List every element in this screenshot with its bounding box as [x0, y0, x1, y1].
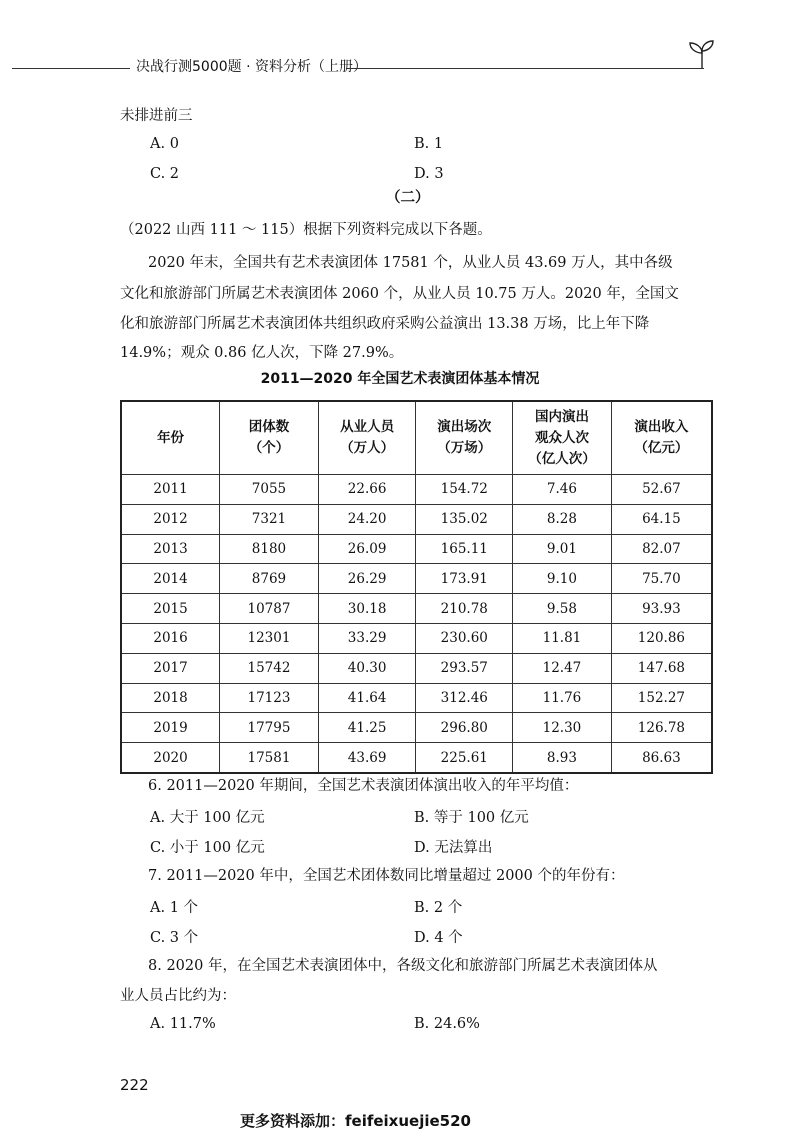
q8-option-a[interactable]: A. 11.7% — [150, 1016, 216, 1032]
q6-option-b[interactable]: B. 等于 100 亿元 — [414, 810, 529, 826]
q6-option-d[interactable]: D. 无法算出 — [414, 840, 493, 856]
table-header-cell — [121, 401, 220, 475]
prev-option-a[interactable]: A. 0 — [150, 136, 179, 152]
value-cell: 173.91 — [416, 564, 513, 594]
value-cell: 9.01 — [513, 534, 612, 564]
value-cell: 7321 — [220, 504, 319, 534]
table-header-cell — [611, 401, 712, 475]
q7-option-c[interactable]: C. 3 个 — [150, 930, 199, 946]
value-cell: 135.02 — [416, 504, 513, 534]
value-cell: 210.78 — [416, 594, 513, 624]
value-cell: 17581 — [220, 743, 319, 773]
table-row — [121, 653, 712, 683]
value-cell: 312.46 — [416, 683, 513, 713]
value-cell: 293.57 — [416, 653, 513, 683]
value-cell: 9.58 — [513, 594, 612, 624]
header-line: 年份 — [157, 429, 185, 446]
table-header-cell — [220, 401, 319, 475]
question-8-stem-line-1: 8. 2020 年，在全国艺术表演团体中，各级文化和旅游部门所属艺术表演团体从 — [148, 958, 658, 974]
table-row — [121, 713, 712, 743]
q7-option-d[interactable]: D. 4 个 — [414, 930, 463, 946]
value-cell: 17123 — [220, 683, 319, 713]
value-cell: 64.15 — [611, 504, 712, 534]
q6-option-a[interactable]: A. 大于 100 亿元 — [150, 810, 265, 826]
value-cell: 86.63 — [611, 743, 712, 773]
value-cell: 8.28 — [513, 504, 612, 534]
q6-option-c[interactable]: C. 小于 100 亿元 — [150, 840, 265, 856]
table-row — [121, 475, 712, 505]
value-cell: 22.66 — [318, 475, 416, 505]
value-cell: 11.76 — [513, 683, 612, 713]
value-cell: 152.27 — [611, 683, 712, 713]
header-line: 从业人员 — [340, 419, 395, 435]
question-7-stem: 7. 2011—2020 年中，全国艺术团体数同比增量超过 2000 个的年份有： — [148, 868, 625, 884]
table-row — [121, 623, 712, 653]
value-cell: 8180 — [220, 534, 319, 564]
value-cell: 120.86 — [611, 623, 712, 653]
value-cell: 17795 — [220, 713, 319, 743]
table-row — [121, 504, 712, 534]
value-cell: 225.61 — [416, 743, 513, 773]
year-cell: 2011 — [121, 475, 220, 505]
value-cell: 230.60 — [416, 623, 513, 653]
header-line: （万人） — [340, 440, 395, 456]
value-cell: 12.30 — [513, 713, 612, 743]
value-cell: 296.80 — [416, 713, 513, 743]
value-cell: 24.20 — [318, 504, 416, 534]
header-line: 团体数 — [248, 419, 290, 435]
value-cell: 26.09 — [318, 534, 416, 564]
table-caption: 2011—2020 年全国艺术表演团体基本情况 — [260, 371, 540, 387]
value-cell: 8769 — [220, 564, 319, 594]
value-cell: 41.64 — [318, 683, 416, 713]
value-cell: 82.07 — [611, 534, 712, 564]
material-line-1: 2020 年末，全国共有艺术表演团体 17581 个，从业人员 43.69 万人，其中各级 — [148, 255, 673, 271]
value-cell: 12.47 — [513, 653, 612, 683]
header-line: 国内演出 — [534, 408, 589, 425]
value-cell: 9.10 — [513, 564, 612, 594]
value-cell: 52.67 — [611, 475, 712, 505]
material-line-2: 文化和旅游部门所属艺术表演团体 2060 个，从业人员 10.75 万人。2020 年，全国文 — [120, 286, 679, 302]
material-line-3: 化和旅游部门所属艺术表演团体共组织政府采购公益演出 13.38 万场，比上年下降 — [120, 316, 650, 332]
prev-option-d[interactable]: D. 3 — [414, 166, 444, 182]
value-cell: 7.46 — [513, 475, 612, 505]
value-cell: 10787 — [220, 594, 319, 624]
value-cell: 147.68 — [611, 653, 712, 683]
header-rule-left — [12, 68, 130, 69]
table-row — [121, 594, 712, 624]
header-rule-right — [346, 68, 704, 69]
question-6-stem: 6. 2011—2020 年期间，全国艺术表演团体演出收入的年平均值： — [148, 778, 579, 794]
book-title: 决战行测5000题 · 资料分析（上册） — [136, 59, 367, 75]
value-cell: 154.72 — [416, 475, 513, 505]
table-header-cell — [513, 401, 612, 475]
header-line: （亿人次） — [528, 450, 596, 467]
value-cell: 12301 — [220, 623, 319, 653]
table-row — [121, 564, 712, 594]
year-cell: 2017 — [121, 653, 220, 683]
q7-option-a[interactable]: A. 1 个 — [150, 900, 199, 916]
header-line: （亿元） — [634, 440, 689, 456]
table-row — [121, 534, 712, 564]
table-row — [121, 683, 712, 713]
value-cell: 11.81 — [513, 623, 612, 653]
prev-option-c[interactable]: C. 2 — [150, 166, 180, 182]
value-cell: 30.18 — [318, 594, 416, 624]
value-cell: 7055 — [220, 475, 319, 505]
header-line: 观众人次 — [534, 429, 589, 446]
value-cell: 126.78 — [611, 713, 712, 743]
section-label: （二） — [386, 190, 430, 206]
table-body — [121, 475, 712, 773]
table-header-row — [121, 401, 712, 475]
value-cell: 15742 — [220, 653, 319, 683]
value-cell: 26.29 — [318, 564, 416, 594]
year-cell: 2015 — [121, 594, 220, 624]
header-line: 演出场次 — [437, 419, 492, 435]
value-cell: 41.25 — [318, 713, 416, 743]
table-header-cell — [416, 401, 513, 475]
footer-note: 更多资料添加：feifeixuejie520 — [240, 1112, 471, 1130]
year-cell: 2020 — [121, 743, 220, 773]
prev-option-b[interactable]: B. 1 — [414, 136, 444, 152]
value-cell: 75.70 — [611, 564, 712, 594]
value-cell: 165.11 — [416, 534, 513, 564]
running-header — [0, 52, 800, 76]
value-cell: 40.30 — [318, 653, 416, 683]
year-cell: 2018 — [121, 683, 220, 713]
section-source: （2022 山西 111 ～ 115）根据下列资料完成以下各题。 — [120, 222, 492, 238]
table-header-cell — [318, 401, 416, 475]
year-cell: 2016 — [121, 623, 220, 653]
year-cell: 2013 — [121, 534, 220, 564]
q7-option-b[interactable]: B. 2 个 — [414, 900, 463, 916]
value-cell: 33.29 — [318, 623, 416, 653]
data-table — [120, 400, 713, 774]
question-8-stem-line-2: 业人员占比约为： — [120, 988, 236, 1004]
header-line: （万场） — [437, 440, 492, 456]
q8-option-b[interactable]: B. 24.6% — [414, 1016, 480, 1032]
sprout-icon — [688, 38, 716, 68]
year-cell: 2019 — [121, 713, 220, 743]
year-cell: 2012 — [121, 504, 220, 534]
header-line: 演出收入 — [634, 419, 689, 435]
value-cell: 43.69 — [318, 743, 416, 773]
material-line-4: 14.9%；观众 0.86 亿人次，下降 27.9%。 — [120, 345, 404, 361]
header-line: （个） — [248, 440, 290, 456]
value-cell: 8.93 — [513, 743, 612, 773]
year-cell: 2014 — [121, 564, 220, 594]
value-cell: 93.93 — [611, 594, 712, 624]
prev-question-tail: 未排进前三 — [120, 108, 193, 124]
table-row — [121, 743, 712, 773]
page-number: 222 — [120, 1076, 149, 1094]
